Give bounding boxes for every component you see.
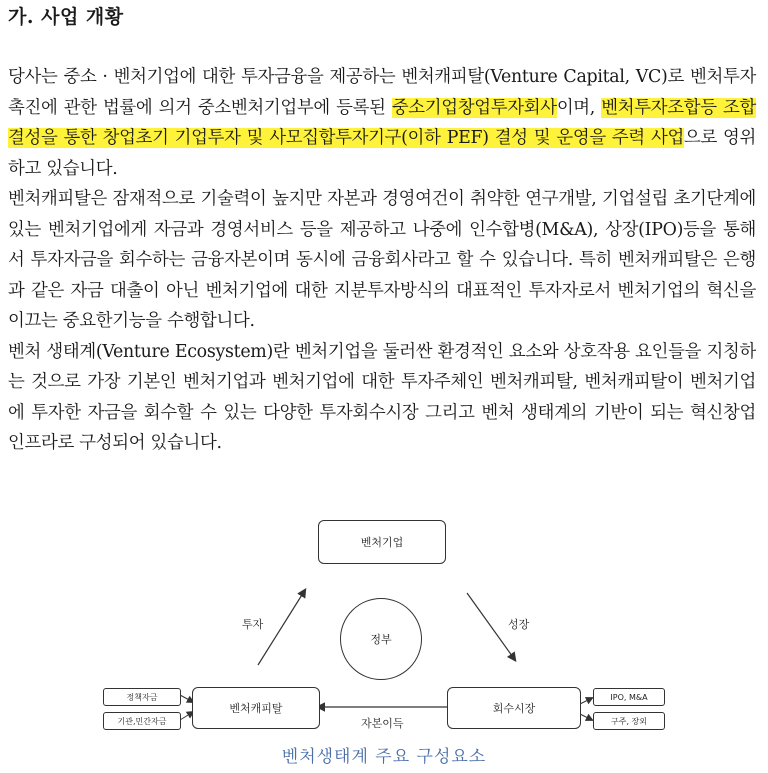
diagram-caption: 벤처생태계 주요 구성요소 bbox=[281, 747, 487, 767]
business-overview-text bbox=[8, 62, 756, 459]
old-shares-otc-box: 구주, 장외 bbox=[593, 712, 665, 730]
ipo-ma-box: IPO, M&A bbox=[593, 688, 665, 706]
p1-text-a: 당사는 중소 · 벤처기업에 대한 투자금융을 제공하는 벤처캐피탈(Venture Capital, VC)로 벤처투자촉진에 관한 법률에 의거 중소벤처기업부에 등록된 bbox=[8, 67, 756, 118]
p1-text-b: 이며, bbox=[556, 97, 602, 118]
exit-market-box: 회수시장 bbox=[447, 687, 581, 729]
highlight-registration: 중소기업창업투자회사 bbox=[391, 97, 557, 118]
highlight-main-business: 벤처투자조합등 조합결성을 통한 창업초기 기업투자 및 사모집합투자기구(이하 PEF) 결성 및 운영을 주력 사업 bbox=[8, 97, 756, 148]
invest-label: 투자 bbox=[242, 618, 264, 631]
invest-arrow bbox=[258, 590, 305, 665]
paragraph-1 bbox=[8, 62, 756, 184]
venture-ecosystem-diagram bbox=[0, 515, 768, 773]
growth-label: 성장 bbox=[508, 618, 530, 631]
policy-fund-box: 정책자금 bbox=[103, 688, 181, 706]
government-circle: 정부 bbox=[340, 598, 422, 680]
paragraph-2: 벤처캐피탈은 잠재적으로 기술력이 높지만 자본과 경영여건이 취약한 연구개발, 기업설립 초기단계에 있는 벤처기업에게 자금과 경영서비스 등을 제공하고 나중에 인수합병(M&A), 상장(IPO)등을 통해서 투자자금을 회수하는 금융자본이며 동시에 금융회사라고 할 수 있습니다. 특히 벤처캐피탈은 은행과 같은 자금 대출이 아닌 벤처기업에 대한 지분투자방식의 대표적인 투자자로서 벤처기업의 혁신을 이끄는 중요한기능을 수행합니다. bbox=[8, 189, 756, 331]
capital-gain-label: 자본이득 bbox=[361, 717, 404, 730]
institutional-private-fund-box: 기관,민간자금 bbox=[103, 712, 181, 730]
paragraph-3: 벤처 생태계(Venture Ecosystem)란 벤처기업을 둘러싼 환경적인 요소와 상호작용 요인들을 지칭하는 것으로 가장 기본인 벤처기업과 벤처기업에 대한 투자주체인 벤처캐피탈, 벤처캐피탈이 벤처기업에 투자한 자금을 회수할 수 있는 다양한 투자회수시장 그리고 벤처 생태계의 기반이 되는 혁신창업 인프라로 구성되어 있습니다. bbox=[8, 341, 756, 453]
venture-company-box: 벤처기업 bbox=[318, 520, 446, 564]
p1-text-c: 으로 영위하고 있습니다. bbox=[8, 128, 756, 179]
section-title: 가. 사업 개황 bbox=[8, 6, 124, 28]
venture-capital-box: 벤처캐피탈 bbox=[192, 687, 320, 729]
